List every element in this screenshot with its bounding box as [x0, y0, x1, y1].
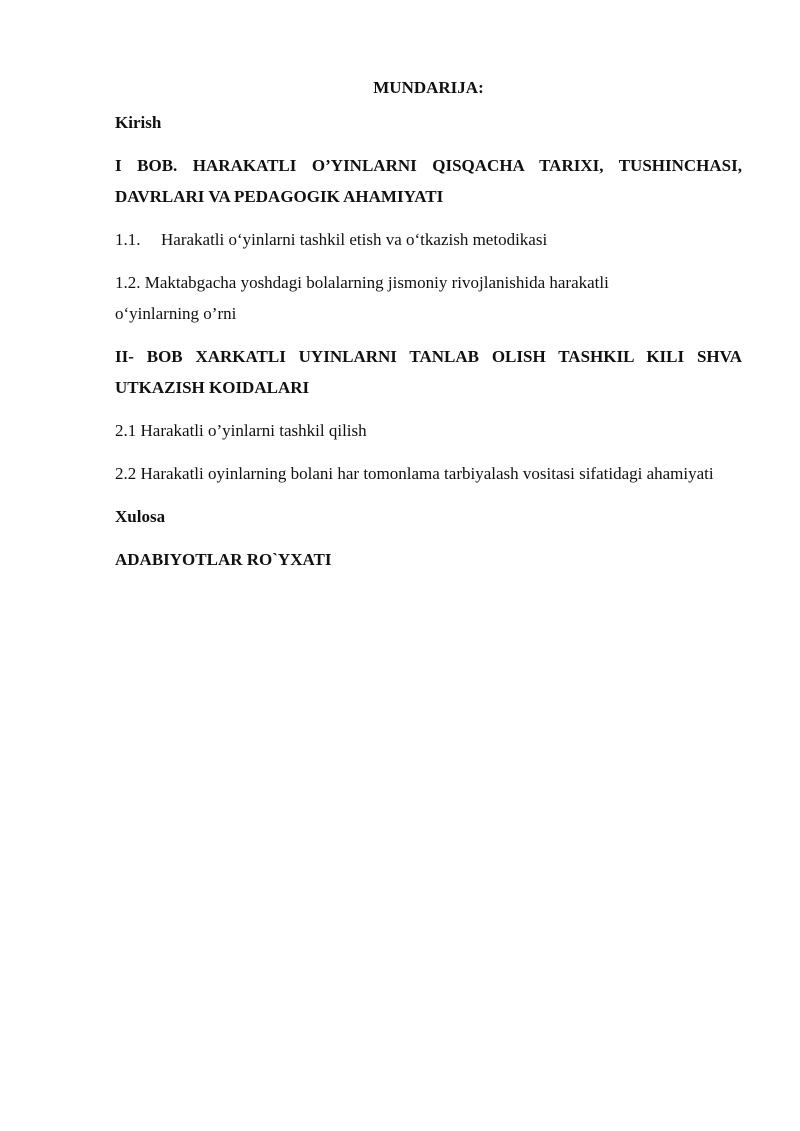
toc-entry-chapter-1: I BOB. HARAKATLI O’YINLARNI QISQACHA TARIXI, TUSHINCHASI, DAVRLARI VA PEDAGOGIK AHAMIYATI — [115, 156, 742, 206]
toc-entry-section-2-1: 2.1 Harakatli o’yinlarni tashkil qilish — [115, 421, 367, 440]
toc-entry-chapter-2: II- BOB XARKATLI UYINLARNI TANLAB OLISH TASHKIL KILI SHVA UTKAZISH KOIDALARI — [115, 347, 742, 397]
section-1-1-text: Harakatli o‘yinlarni tashkil etish va o‘tkazish metodikasi — [161, 230, 548, 249]
toc-title: MUNDARIJA: — [373, 78, 484, 97]
toc-entry-introduction: Kirish — [115, 113, 162, 132]
toc-entry-section-1-1 — [115, 224, 742, 255]
toc-entry-references: ADABIYOTLAR RO`YXATI — [115, 550, 332, 569]
toc-entry-conclusion: Xulosa — [115, 507, 166, 526]
toc-entry-section-2-2: 2.2 Harakatli oyinlarning bolani har tomonlama tarbiyalash vositasi sifatidagi ahamiyati — [115, 464, 714, 483]
section-1-1-number: 1.1. — [115, 230, 141, 249]
table-of-contents — [115, 76, 742, 587]
toc-entry-section-1-2: 1.2. Maktabgacha yoshdagi bolalarning jismoniy rivojlanishida harakatli o‘yinlarning o’rni — [115, 273, 609, 323]
